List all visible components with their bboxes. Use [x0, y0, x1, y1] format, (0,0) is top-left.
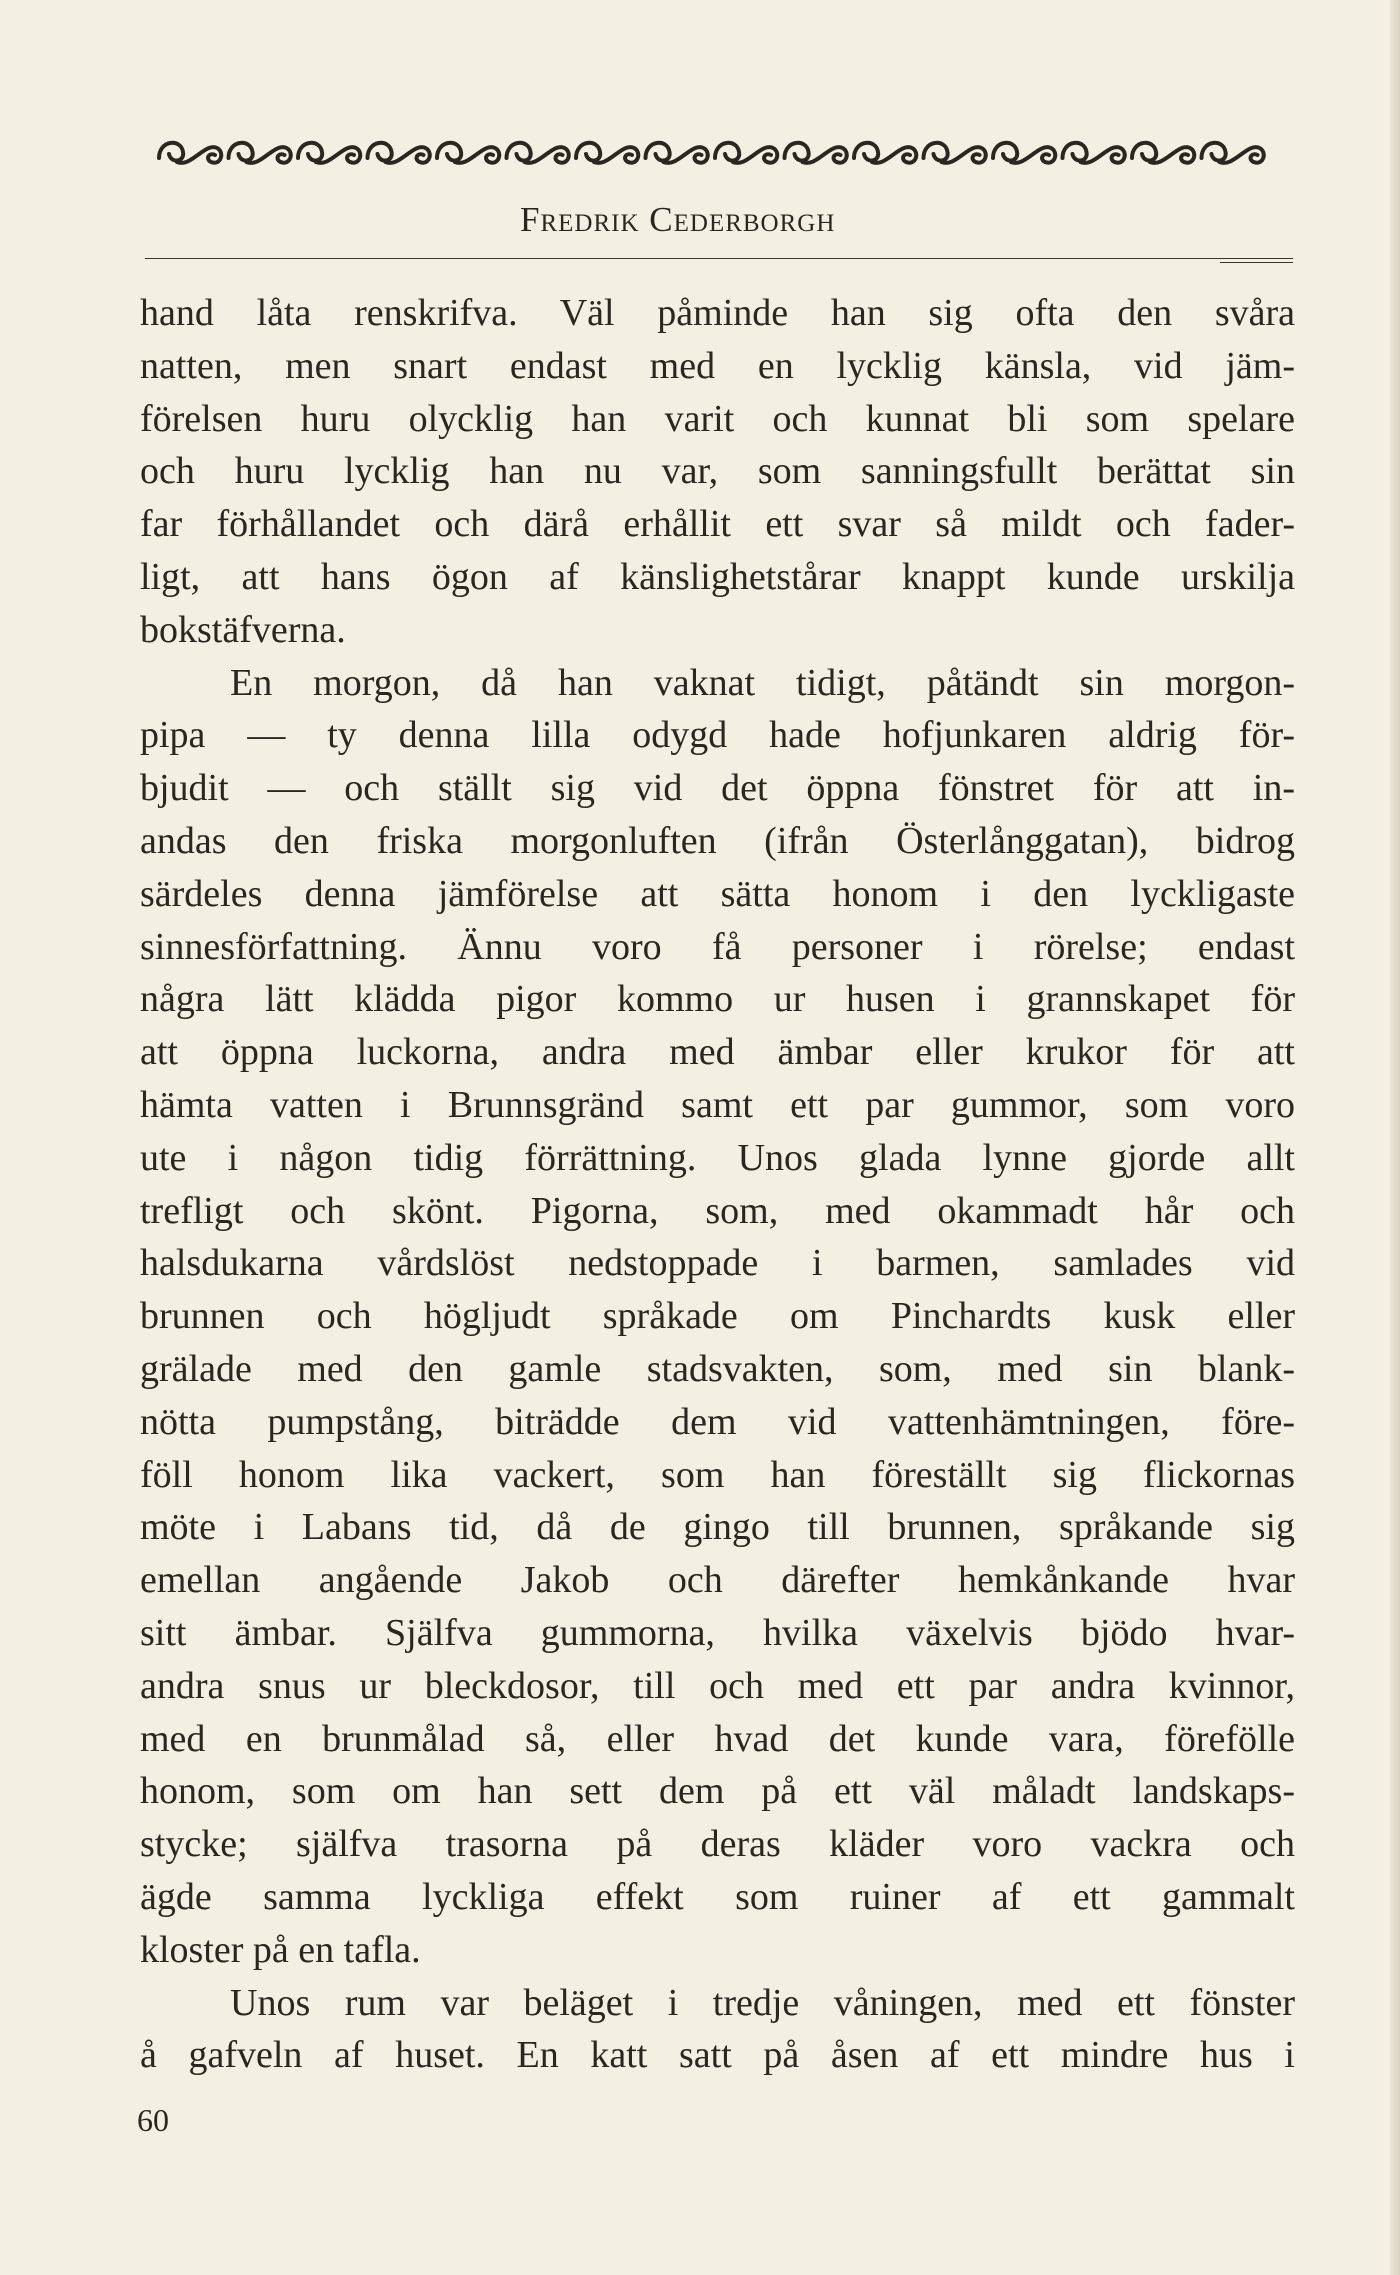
text-line: och huru lycklig han nu var, som sanningsfullt berättat sin: [140, 450, 1295, 493]
body-text: [140, 287, 1295, 2082]
text-line: å gafveln af huset. En katt satt på åsen af ett mindre hus i: [140, 2034, 1295, 2077]
text-line: kloster på en tafla.: [140, 1928, 421, 1971]
page-edge: [1390, 0, 1400, 2275]
text-line: förelsen huru olycklig han varit och kunnat bli som spelare: [140, 397, 1295, 440]
ornament-scroll: [576, 143, 638, 163]
text-line: andas den friska morgonluften (ifrån Österlånggatan), bidrog: [140, 819, 1295, 862]
ornament-scroll: [1063, 143, 1125, 163]
text-line: grälade med den gamle stadsvakten, som, med sin blank-: [140, 1347, 1295, 1390]
text-line: några lätt klädda pigor kommo ur husen i grannskapet för: [140, 978, 1295, 1021]
text-line: natten, men snart endast med en lycklig känsla, vid jäm-: [140, 344, 1295, 387]
ornament-scroll: [715, 143, 777, 163]
ornament-scroll: [993, 143, 1055, 163]
page-number: 60: [137, 2102, 169, 2138]
ornament-scroll: [785, 143, 847, 163]
text-line: hand låta renskrifva. Väl påminde han sig ofta den svåra: [140, 292, 1295, 334]
header-rule: [145, 258, 1293, 259]
ornament-scroll: [646, 143, 708, 163]
paragraph-start-line: Unos rum var beläget i tredje våningen, med ett fönster: [230, 1981, 1295, 2024]
text-line: far förhållandet och därå erhållit ett svar så mildt och fader-: [140, 503, 1295, 546]
text-line: andra snus ur bleckdosor, till och med ett par andra kvinnor,: [140, 1664, 1295, 1707]
text-line: pipa — ty denna lilla odygd hade hofjunkaren aldrig för-: [140, 714, 1295, 757]
text-line: att öppna luckorna, andra med ämbar eller krukor för att: [140, 1031, 1295, 1074]
text-line: med en brunmålad så, eller hvad det kunde vara, förefölle: [140, 1717, 1295, 1760]
ornament-scroll: [437, 143, 499, 163]
decorative-ornament-band: [155, 128, 1293, 176]
ornament-scroll: [229, 143, 291, 163]
text-line: sinnesförfattning. Ännu voro få personer i rörelse; endast: [140, 925, 1295, 968]
text-line: emellan angående Jakob och därefter hemkånkande hvar: [140, 1559, 1295, 1602]
ornament-scroll: [854, 143, 916, 163]
text-line: ligt, att hans ögon af känslighetstårar knappt kunde urskilja: [140, 555, 1295, 598]
text-line: bjudit — och ställt sig vid det öppna fönstret för att in-: [140, 767, 1295, 810]
ornament-scroll: [1202, 143, 1264, 163]
text-line: halsdukarna vårdslöst nedstoppade i barmen, samlades vid: [140, 1242, 1295, 1285]
text-line: ägde samma lyckliga effekt som ruiner af ett gammalt: [140, 1875, 1295, 1918]
text-line: bokstäfverna.: [140, 608, 346, 651]
text-line: honom, som om han sett dem på ett väl måladt landskaps-: [140, 1770, 1295, 1813]
text-line: stycke; själfva trasorna på deras kläder voro vackra och: [140, 1823, 1295, 1866]
running-title: Fredrik Cederborgh: [520, 200, 836, 239]
ornament-scroll: [298, 143, 360, 163]
text-line: trefligt och skönt. Pigorna, som, med okammadt hår och: [140, 1189, 1295, 1232]
text-line: brunnen och högljudt språkade om Pinchardts kusk eller: [140, 1295, 1295, 1338]
text-line: nötta pumpstång, biträdde dem vid vattenhämtningen, före-: [140, 1400, 1295, 1443]
ornament-scroll: [1132, 143, 1194, 163]
text-line: särdeles denna jämförelse att sätta honom i den lyckligaste: [140, 872, 1295, 915]
text-line: möte i Labans tid, då de gingo till brunnen, språkande sig: [140, 1506, 1295, 1549]
header-rule-short: [1220, 262, 1293, 263]
text-line: ute i någon tidig förrättning. Unos glada lynne gjorde allt: [140, 1136, 1295, 1179]
text-line: sitt ämbar. Själfva gummorna, hvilka växelvis bjödo hvar-: [140, 1611, 1295, 1654]
ornament-scroll: [159, 143, 221, 163]
ornament-scroll: [507, 143, 569, 163]
text-line: hämta vatten i Brunnsgränd samt ett par gummor, som voro: [140, 1083, 1295, 1126]
ornament-scroll: [368, 143, 430, 163]
paragraph-start-line: En morgon, då han vaknat tidigt, påtändt sin morgon-: [230, 661, 1295, 704]
ornament-scroll: [924, 143, 986, 163]
text-line: föll honom lika vackert, som han föreställt sig flickornas: [140, 1453, 1295, 1496]
